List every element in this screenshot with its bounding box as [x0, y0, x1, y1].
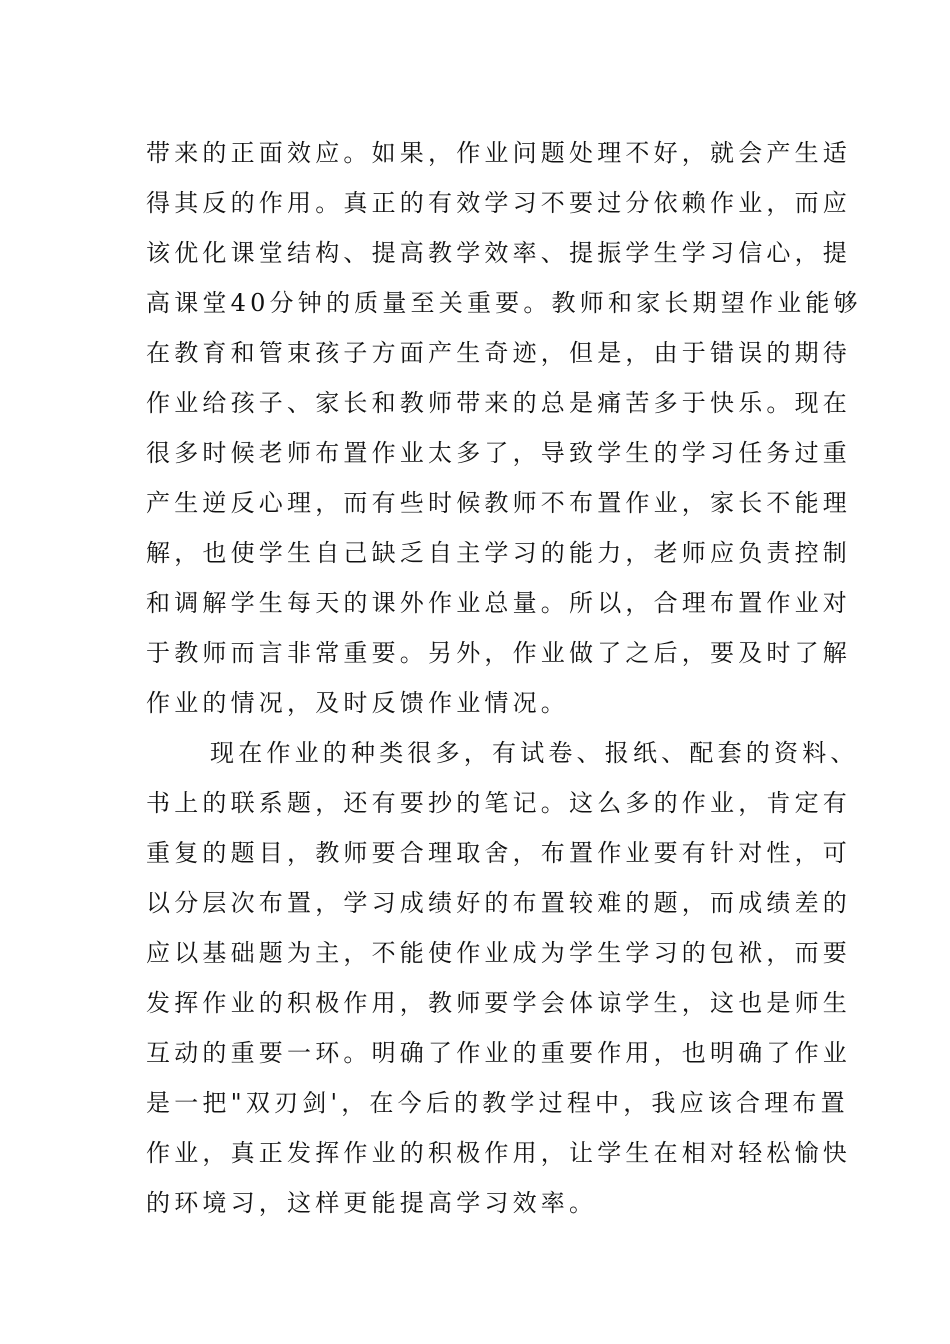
- text-line: 该优化课堂结构、提高教学效率、提振学生学习信心，提: [146, 239, 851, 267]
- text-line: 以分层次布置，学习成绩好的布置较难的题，而成绩差的: [146, 889, 851, 917]
- text-line: 得其反的作用。真正的有效学习不要过分依赖作业，而应: [146, 189, 851, 217]
- text-line: 解，也使学生自己缺乏自主学习的能力，老师应负责控制: [146, 539, 851, 567]
- text-line: 在教育和管束孩子方面产生奇迹，但是，由于错误的期待: [146, 339, 851, 367]
- text-line: 作业，真正发挥作业的积极作用，让学生在相对轻松愉快: [146, 1139, 851, 1167]
- paragraph-2: [146, 728, 859, 1228]
- text-line: 是一把"双刃剑'，在今后的教学过程中，我应该合理布置: [146, 1089, 849, 1117]
- text-line: 发挥作业的积极作用，教师要学会体谅学生，这也是师生: [146, 989, 851, 1017]
- text-line: 作业的情况，及时反馈作业情况。: [146, 689, 569, 717]
- text-line: 产生逆反心理，而有些时候教师不布置作业，家长不能理: [146, 489, 851, 517]
- text-line: 很多时候老师布置作业太多了，导致学生的学习任务过重: [146, 439, 851, 467]
- document-body: [146, 128, 862, 1228]
- text-line: 书上的联系题，还有要抄的笔记。这么多的作业，肯定有: [146, 789, 851, 817]
- text-line: 互动的重要一环。明确了作业的重要作用，也明确了作业: [146, 1039, 851, 1067]
- paragraph-1: [146, 128, 862, 728]
- text-line: 应以基础题为主，不能使作业成为学生学习的包袱，而要: [146, 939, 851, 967]
- text-line: 重复的题目，教师要合理取舍，布置作业要有针对性，可: [146, 839, 851, 867]
- text-line: 高课堂40分钟的质量至关重要。教师和家长期望作业能够: [146, 289, 862, 317]
- text-line: 的环境习，这样更能提高学习效率。: [146, 1189, 598, 1217]
- text-line-first-indented: 现在作业的种类很多，有试卷、报纸、配套的资料、: [210, 739, 859, 767]
- text-line: 带来的正面效应。如果，作业问题处理不好，就会产生适: [146, 139, 851, 167]
- text-line: 于教师而言非常重要。另外，作业做了之后，要及时了解: [146, 639, 851, 667]
- text-line: 作业给孩子、家长和教师带来的总是痛苦多于快乐。现在: [146, 389, 851, 417]
- text-line: 和调解学生每天的课外作业总量。所以，合理布置作业对: [146, 589, 851, 617]
